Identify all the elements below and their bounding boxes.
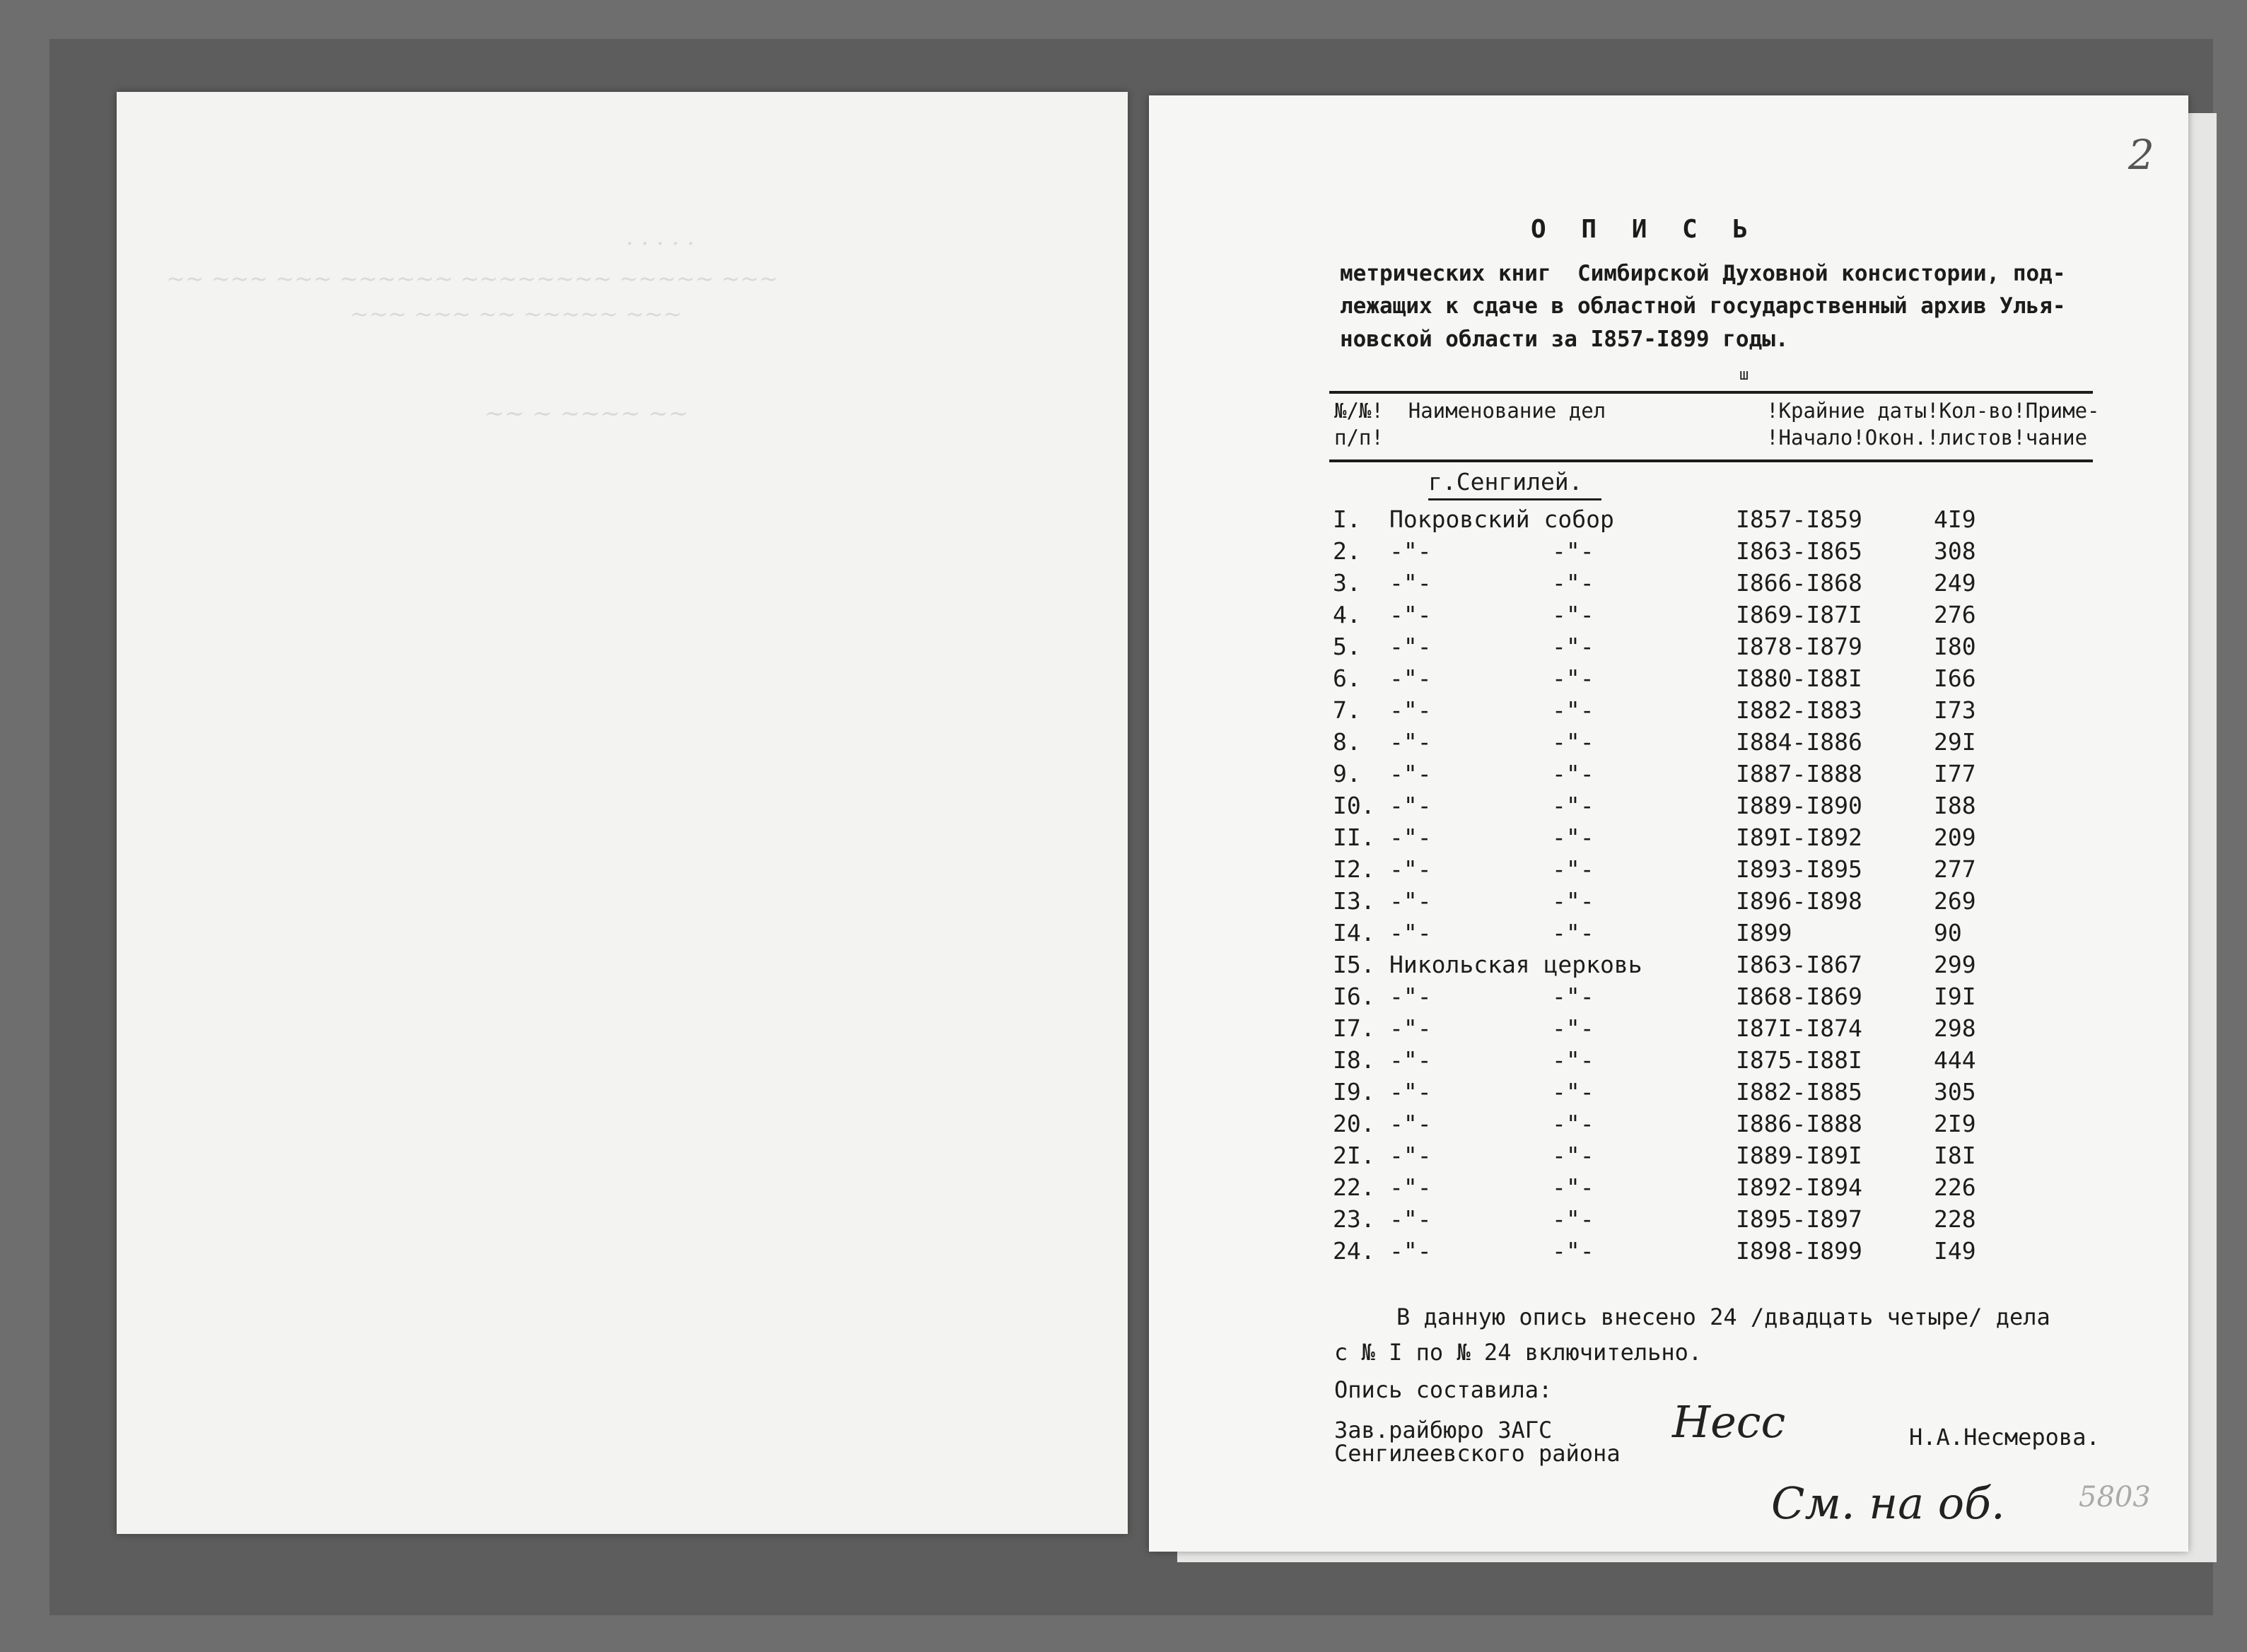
row-dates: I884-I886 — [1736, 728, 1862, 756]
row-number: 4. — [1333, 601, 1361, 628]
row-name: -"- — [1389, 792, 1432, 819]
row-name: -"- — [1389, 1078, 1432, 1106]
row-sheets: 276 — [1934, 601, 1976, 628]
row-sheets: I49 — [1934, 1237, 1976, 1265]
table-row — [1149, 951, 2188, 983]
table-row — [1149, 792, 2188, 824]
row-name: -"- — [1389, 855, 1432, 883]
bleed-through-text: ~~ ~~~ ~~~ ~~~~~~ ~~~~~~~~ ~~~~~ ~~~ — [166, 265, 778, 292]
row-dates: I892-I894 — [1736, 1173, 1862, 1201]
position-line-1: Зав.райбюро ЗАГС — [1334, 1417, 1553, 1443]
row-dates: I869-I87I — [1736, 601, 1862, 628]
row-dates: I866-I868 — [1736, 569, 1862, 597]
table-row — [1149, 1014, 2188, 1046]
row-name: -"- — [1389, 633, 1432, 660]
heading-line-1: метрических книг Симбирской Духовной консистории, под- — [1340, 261, 2066, 286]
row-number: I9. — [1333, 1078, 1375, 1106]
row-name: -"- — [1389, 537, 1432, 565]
heading-line-2: лежащих к сдаче в областной государственный архив Улья- — [1340, 293, 2066, 319]
row-dates: I880-I88I — [1736, 664, 1862, 692]
row-name: -"- — [1389, 1110, 1432, 1137]
row-name: Никольская церковь — [1389, 951, 1642, 978]
section-title: г.Сенгилей. — [1428, 468, 1583, 496]
row-ditto: -"- — [1552, 633, 1594, 660]
table-row — [1149, 1078, 2188, 1110]
row-dates: I898-I899 — [1736, 1237, 1862, 1265]
row-number: 7. — [1333, 696, 1361, 724]
table-row — [1149, 887, 2188, 919]
row-sheets: I88 — [1934, 792, 1976, 819]
row-sheets: 226 — [1934, 1173, 1976, 1201]
row-name: -"- — [1389, 887, 1432, 915]
row-number: 6. — [1333, 664, 1361, 692]
row-number: 22. — [1333, 1173, 1375, 1201]
table-row — [1149, 1237, 2188, 1269]
row-name: -"- — [1389, 601, 1432, 628]
row-ditto: -"- — [1552, 1237, 1594, 1265]
row-name: -"- — [1389, 1205, 1432, 1233]
row-sheets: 277 — [1934, 855, 1976, 883]
row-number: 3. — [1333, 569, 1361, 597]
row-ditto: -"- — [1552, 887, 1594, 915]
row-dates: I893-I895 — [1736, 855, 1862, 883]
row-dates: I89I-I892 — [1736, 824, 1862, 851]
row-sheets: 209 — [1934, 824, 1976, 851]
row-sheets: 308 — [1934, 537, 1976, 565]
handwritten-note: См. на об. — [1771, 1477, 2005, 1529]
row-number: I3. — [1333, 887, 1375, 915]
row-dates: I896-I898 — [1736, 887, 1862, 915]
row-sheets: I73 — [1934, 696, 1976, 724]
row-dates: I889-I890 — [1736, 792, 1862, 819]
row-dates: I882-I885 — [1736, 1078, 1862, 1106]
row-number: 9. — [1333, 760, 1361, 787]
row-sheets: 29I — [1934, 728, 1976, 756]
table-row — [1149, 537, 2188, 569]
bleed-through-text: . . . . . — [626, 223, 695, 251]
inventory-page — [1149, 95, 2188, 1552]
row-sheets: 90 — [1934, 919, 1962, 947]
row-number: II. — [1333, 824, 1375, 851]
row-dates: I882-I883 — [1736, 696, 1862, 724]
page-number: 2 — [2128, 131, 2154, 179]
position-line-2: Сенгилеевского района — [1334, 1440, 1621, 1467]
table-row — [1149, 601, 2188, 633]
row-name: -"- — [1389, 1173, 1432, 1201]
row-number: I7. — [1333, 1014, 1375, 1042]
row-number: I5. — [1333, 951, 1375, 978]
table-row — [1149, 1046, 2188, 1078]
row-number: 24. — [1333, 1237, 1375, 1265]
table-row — [1149, 855, 2188, 887]
bleed-through-text: ~~ ~ ~~~~ ~~ — [484, 399, 689, 428]
row-dates: I886-I888 — [1736, 1110, 1862, 1137]
row-dates: I868-I869 — [1736, 983, 1862, 1010]
row-ditto: -"- — [1552, 1014, 1594, 1042]
inventory-rows — [1149, 505, 2188, 1269]
table-row — [1149, 1205, 2188, 1237]
table-row — [1149, 1110, 2188, 1142]
row-dates: I87I-I874 — [1736, 1014, 1862, 1042]
row-ditto: -"- — [1552, 1110, 1594, 1137]
row-name: -"- — [1389, 728, 1432, 756]
row-name: -"- — [1389, 919, 1432, 947]
row-dates: I875-I88I — [1736, 1046, 1862, 1074]
row-name: -"- — [1389, 696, 1432, 724]
section-title-underline — [1428, 498, 1601, 500]
row-number: 20. — [1333, 1110, 1375, 1137]
table-row — [1149, 760, 2188, 792]
row-ditto: -"- — [1552, 569, 1594, 597]
row-sheets: 249 — [1934, 569, 1976, 597]
row-dates: I889-I89I — [1736, 1142, 1862, 1169]
row-number: 2. — [1333, 537, 1361, 565]
row-number: 2I. — [1333, 1142, 1375, 1169]
row-number: I6. — [1333, 983, 1375, 1010]
row-ditto: -"- — [1552, 855, 1594, 883]
table-row — [1149, 633, 2188, 664]
compiled-by-label: Опись составила: — [1334, 1376, 1553, 1403]
row-sheets: 4I9 — [1934, 505, 1976, 533]
row-sheets: I9I — [1934, 983, 1976, 1010]
row-number: I0. — [1333, 792, 1375, 819]
row-number: I2. — [1333, 855, 1375, 883]
row-name: -"- — [1389, 569, 1432, 597]
row-dates: I899 — [1736, 919, 1792, 947]
table-row — [1149, 696, 2188, 728]
row-ditto: -"- — [1552, 919, 1594, 947]
row-name: -"- — [1389, 1237, 1432, 1265]
row-ditto: -"- — [1552, 1046, 1594, 1074]
row-ditto: -"- — [1552, 696, 1594, 724]
row-sheets: 444 — [1934, 1046, 1976, 1074]
row-number: I. — [1333, 505, 1361, 533]
row-ditto: -"- — [1552, 760, 1594, 787]
table-row — [1149, 505, 2188, 537]
row-ditto: -"- — [1552, 728, 1594, 756]
row-ditto: -"- — [1552, 1142, 1594, 1169]
row-sheets: I80 — [1934, 633, 1976, 660]
row-name: -"- — [1389, 1046, 1432, 1074]
summary-line-2: с № I по № 24 включительно. — [1334, 1339, 1703, 1366]
row-ditto: -"- — [1552, 1078, 1594, 1106]
row-dates: I878-I879 — [1736, 633, 1862, 660]
row-number: I8. — [1333, 1046, 1375, 1074]
bleed-through-text: ~~~ ~~~ ~~ ~~~~~ ~~~ — [350, 300, 682, 327]
row-number: 8. — [1333, 728, 1361, 756]
handwritten-signature: Несс — [1672, 1396, 1786, 1448]
table-row — [1149, 728, 2188, 760]
row-ditto: -"- — [1552, 792, 1594, 819]
row-number: 23. — [1333, 1205, 1375, 1233]
row-number: I4. — [1333, 919, 1375, 947]
row-name: -"- — [1389, 760, 1432, 787]
heading-line-3: новской области за I857-I899 годы. — [1340, 327, 1789, 352]
row-dates: I863-I865 — [1736, 537, 1862, 565]
row-sheets: 298 — [1934, 1014, 1976, 1042]
row-ditto: -"- — [1552, 601, 1594, 628]
left-page-blank — [117, 92, 1128, 1534]
table-row — [1149, 919, 2188, 951]
row-sheets: 299 — [1934, 951, 1976, 978]
row-sheets: 269 — [1934, 887, 1976, 915]
table-header-bottom-rule — [1329, 459, 2093, 462]
row-name: -"- — [1389, 1142, 1432, 1169]
row-sheets: I66 — [1934, 664, 1976, 692]
table-row — [1149, 1173, 2188, 1205]
table-row — [1149, 1142, 2188, 1173]
table-row — [1149, 824, 2188, 855]
document-title: О П И С Ь — [1531, 215, 1758, 244]
row-name: -"- — [1389, 983, 1432, 1010]
row-dates: I863-I867 — [1736, 951, 1862, 978]
row-ditto: -"- — [1552, 1205, 1594, 1233]
summary-line-1: В данную опись внесено 24 /двадцать четыре/ дела — [1396, 1304, 2050, 1330]
row-ditto: -"- — [1552, 664, 1594, 692]
row-dates: I895-I897 — [1736, 1205, 1862, 1233]
row-ditto: -"- — [1552, 1173, 1594, 1201]
row-ditto: -"- — [1552, 537, 1594, 565]
row-name: -"- — [1389, 1014, 1432, 1042]
row-number: 5. — [1333, 633, 1361, 660]
archive-stamp-number: 5803 — [2079, 1481, 2151, 1513]
row-name: Покровский собор — [1389, 505, 1614, 533]
table-marker: ш — [1739, 366, 1749, 384]
table-row — [1149, 569, 2188, 601]
table-header-line-1: №/№! Наименование дел !Крайние даты!Кол-во!Приме- — [1334, 399, 2100, 423]
row-sheets: 2I9 — [1934, 1110, 1976, 1137]
table-row — [1149, 983, 2188, 1014]
row-sheets: 305 — [1934, 1078, 1976, 1106]
row-ditto: -"- — [1552, 983, 1594, 1010]
row-sheets: 228 — [1934, 1205, 1976, 1233]
row-name: -"- — [1389, 824, 1432, 851]
row-dates: I857-I859 — [1736, 505, 1862, 533]
table-header-line-2: п/п! !Начало!Окон.!листов!чание — [1334, 426, 2088, 450]
table-row — [1149, 664, 2188, 696]
table-top-rule — [1329, 391, 2093, 394]
row-name: -"- — [1389, 664, 1432, 692]
row-ditto: -"- — [1552, 824, 1594, 851]
row-sheets: I8I — [1934, 1142, 1976, 1169]
row-sheets: I77 — [1934, 760, 1976, 787]
row-dates: I887-I888 — [1736, 760, 1862, 787]
signer-name: Н.А.Несмерова. — [1909, 1424, 2100, 1451]
